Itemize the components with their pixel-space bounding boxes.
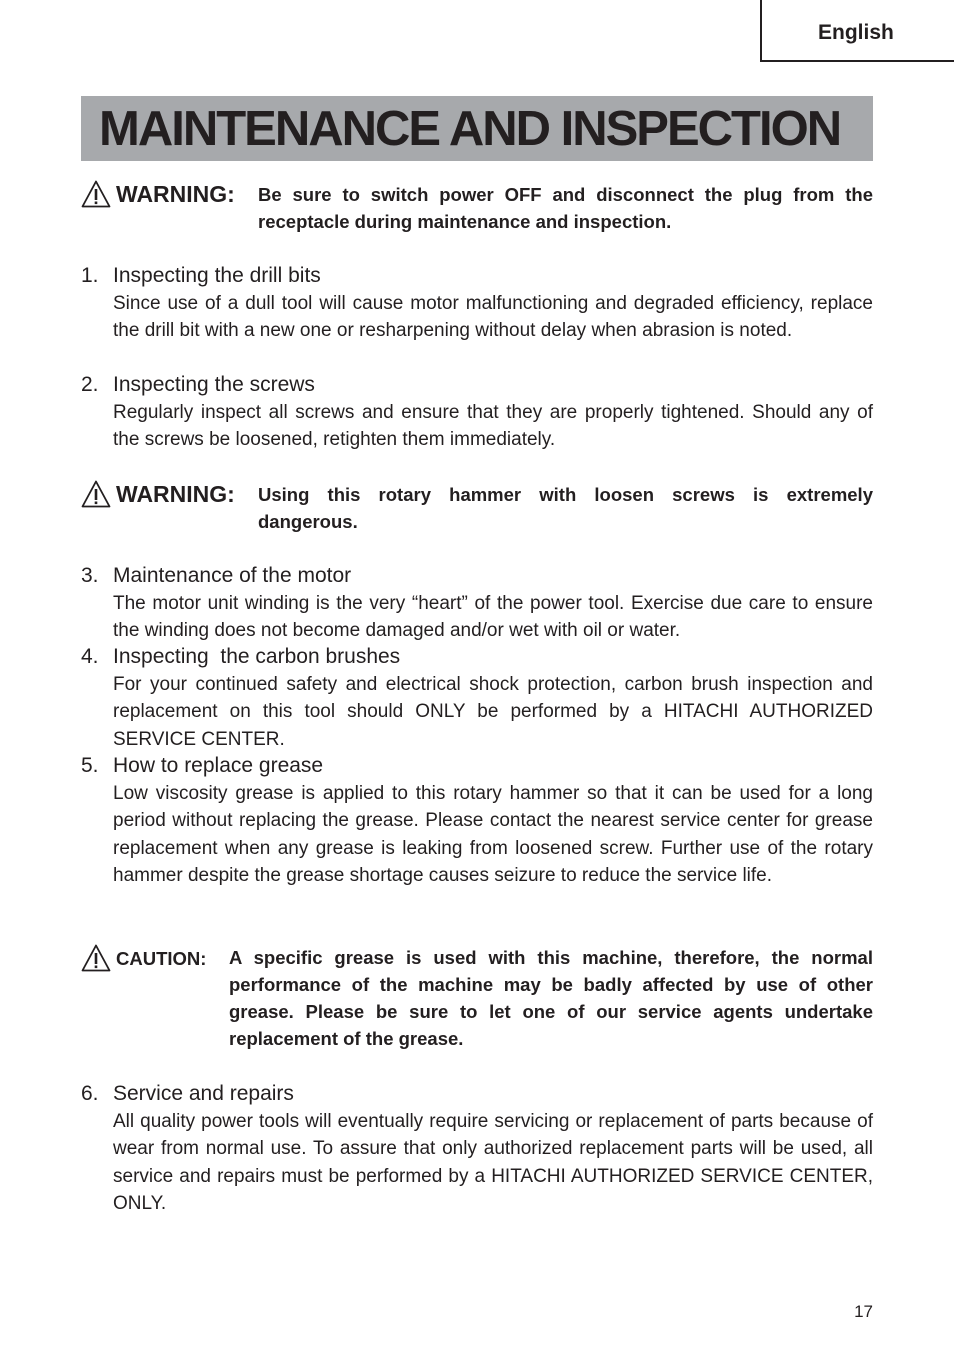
section-service-repairs — [81, 1081, 873, 1219]
item-number: 6. — [81, 1082, 99, 1105]
item-body: Low viscosity grease is applied to this rotary hammer so that it can be used for a long period without replacing the grease. Please contact the nearest service center for grease replacement when any grease is leaking from loosened screw. Further use of the rotary hammer despite the grease shortage causes seizure to reduce the service life. — [113, 783, 873, 886]
language-label: English — [818, 21, 894, 44]
item-heading: How to replace grease — [113, 754, 324, 777]
caution-text: A specific grease is used with this machine, therefore, the normal performance of the machine may be badly affected by use of other grease. Please be sure to let one of our service agents undertake replacement of the grease. — [229, 947, 873, 1049]
item-number: 3. — [81, 564, 99, 587]
item-body: Since use of a dull tool will cause motor malfunctioning and degraded efficiency, replace the drill bit with a new one or resharpening without delay when abrasion is noted. — [113, 293, 873, 342]
title-banner — [81, 96, 873, 161]
item-heading: Service and repairs — [113, 1082, 294, 1105]
section-replace-grease — [81, 753, 873, 918]
warning-label: WARNING: — [116, 481, 235, 507]
item-body: The motor unit winding is the very “heart” of the power tool. Exercise due care to ensure the winding does not become damaged and/or wet with oil or water. — [113, 593, 873, 642]
caution-label: CAUTION: — [116, 948, 207, 969]
page-title: MAINTENANCE AND INSPECTION — [99, 102, 841, 156]
section-maintenance-motor — [81, 563, 873, 647]
warning-text: Using this rotary hammer with loosen screws is extremely dangerous. — [258, 484, 873, 532]
item-number: 2. — [81, 373, 99, 396]
item-heading: Inspecting the carbon brushes — [113, 645, 401, 668]
item-heading: Inspecting the screws — [113, 373, 315, 396]
warning-triangle-icon — [81, 480, 111, 508]
item-body: All quality power tools will eventually require servicing or replacement of parts because of wear from normal use. To assure that only authorized replacement parts will be used, all service and repairs must be performed by a HITACHI AUTHORIZED SERVICE CENTER, ONLY. — [113, 1111, 873, 1214]
warning-text: Be sure to switch power OFF and disconnect the plug from the receptacle during maintenance and inspection. — [258, 184, 873, 232]
warning-triangle-icon — [81, 944, 111, 972]
warning-label: WARNING: — [116, 181, 235, 207]
item-heading: Inspecting the drill bits — [113, 264, 321, 287]
item-heading: Maintenance of the motor — [113, 564, 352, 587]
page-number: 17 — [854, 1302, 873, 1321]
warning-notice-power — [81, 180, 873, 238]
warning-triangle-icon — [81, 180, 111, 208]
section-inspecting-carbon-brushes — [81, 644, 873, 754]
item-number: 1. — [81, 264, 99, 287]
item-number: 5. — [81, 754, 99, 777]
section-inspecting-screws — [81, 372, 873, 456]
warning-notice-screws — [81, 480, 873, 538]
item-body: Regularly inspect all screws and ensure that they are properly tightened. Should any of the screws be loosened, retighten them immediately. — [113, 402, 873, 451]
section-inspecting-drill-bits — [81, 263, 873, 373]
caution-notice-grease — [81, 944, 873, 1056]
language-tab — [760, 0, 954, 62]
item-body: For your continued safety and electrical shock protection, carbon brush inspection and replacement on this tool should ONLY be performed by a HITACHI AUTHORIZED SERVICE CENTER. — [113, 674, 873, 750]
item-number: 4. — [81, 645, 99, 668]
